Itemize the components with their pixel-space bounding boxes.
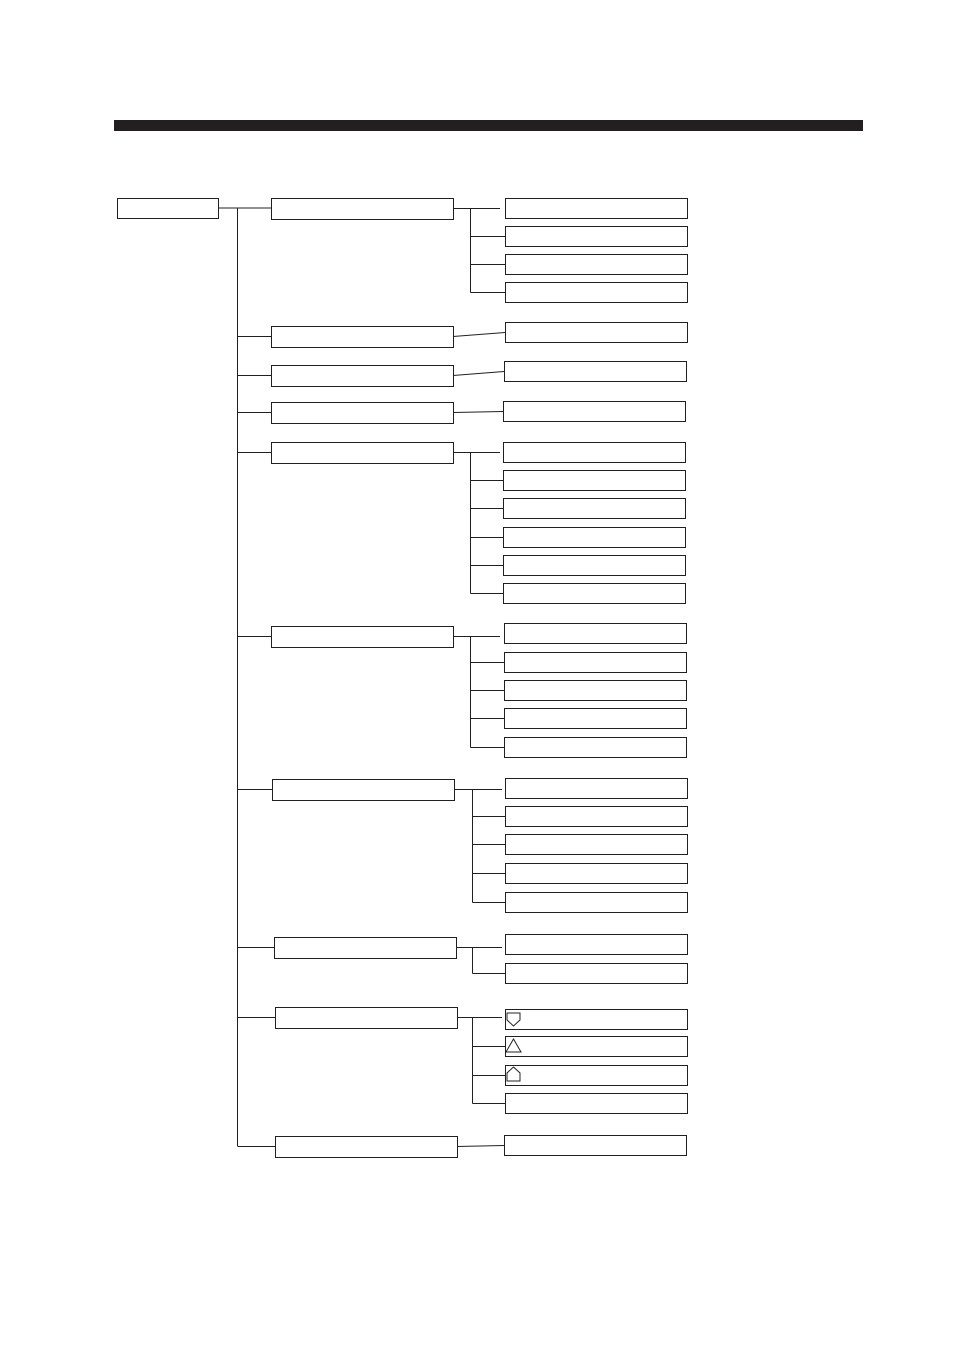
branch-node-7[interactable] (273, 780, 455, 801)
leaf-node-6-1[interactable] (505, 624, 687, 644)
leaf-node-6-4-box (505, 709, 687, 729)
leaf-node-6-2[interactable] (505, 653, 687, 673)
leaf-node-7-5-box (506, 893, 688, 913)
leaf-node-5-2-box (504, 471, 686, 491)
branch-node-10-box (276, 1137, 458, 1158)
branch-node-4-box (272, 403, 454, 424)
leaf-node-5-5[interactable] (504, 556, 686, 576)
root-node-box (118, 199, 219, 219)
leaf-node-8-1[interactable] (506, 935, 688, 955)
leaf-node-1-2[interactable] (506, 227, 688, 247)
branch-node-1[interactable] (272, 199, 454, 220)
branch-node-6[interactable] (272, 627, 454, 648)
leaf-node-1-1[interactable] (506, 199, 688, 219)
leaf-node-6-3-box (505, 681, 687, 701)
leaf-node-7-4[interactable] (506, 864, 688, 884)
leaf-node-6-5-box (505, 738, 687, 758)
leaf-node-7-3-box (506, 835, 688, 855)
leaf-node-5-4[interactable] (504, 528, 686, 548)
leaf-node-7-1-box (506, 779, 688, 799)
leaf-node-1-1-box (506, 199, 688, 219)
leaf-node-4-1[interactable] (504, 402, 686, 422)
leaf-node-1-4[interactable] (506, 283, 688, 303)
child-connector-10-1 (457, 1146, 504, 1147)
leaf-node-3-1[interactable] (505, 362, 687, 382)
child-connector-3-1 (453, 372, 504, 376)
leaf-node-6-3[interactable] (505, 681, 687, 701)
leaf-node-6-5[interactable] (505, 738, 687, 758)
leaf-node-7-1[interactable] (506, 779, 688, 799)
leaf-node-8-2[interactable] (506, 964, 688, 984)
leaf-node-9-4-box (506, 1094, 688, 1114)
leaf-node-10-1-box (505, 1136, 687, 1156)
leaf-node-5-3-box (504, 499, 686, 519)
branch-node-5-box (272, 443, 454, 464)
leaf-node-9-1-box (506, 1010, 688, 1030)
leaf-node-7-4-box (506, 864, 688, 884)
leaf-node-7-5[interactable] (506, 893, 688, 913)
branch-node-1-box (272, 199, 454, 220)
branch-node-2[interactable] (272, 327, 454, 348)
leaf-node-5-6-box (504, 584, 686, 604)
branch-node-5[interactable] (272, 443, 454, 464)
leaf-node-8-2-box (506, 964, 688, 984)
leaf-node-1-4-box (506, 283, 688, 303)
leaf-node-7-2[interactable] (506, 807, 688, 827)
leaf-node-9-3-box (506, 1066, 688, 1086)
leaf-node-2-1-box (506, 323, 688, 343)
leaf-node-5-3[interactable] (504, 499, 686, 519)
child-connector-2-1 (453, 333, 505, 337)
branch-node-7-box (273, 780, 455, 801)
leaf-node-9-2-box (506, 1037, 688, 1057)
branch-node-6-box (272, 627, 454, 648)
leaf-node-5-1[interactable] (504, 443, 686, 463)
leaf-node-9-1[interactable] (506, 1010, 688, 1030)
root-node[interactable] (118, 199, 219, 219)
branch-node-9[interactable] (276, 1008, 458, 1029)
branch-node-8[interactable] (275, 938, 457, 959)
leaf-node-6-2-box (505, 653, 687, 673)
leaf-node-9-3[interactable] (506, 1066, 688, 1086)
leaf-node-7-2-box (506, 807, 688, 827)
leaf-node-5-4-box (504, 528, 686, 548)
branch-node-2-box (272, 327, 454, 348)
leaf-node-1-3-box (506, 255, 688, 275)
leaf-node-6-4[interactable] (505, 709, 687, 729)
leaf-node-4-1-box (504, 402, 686, 422)
leaf-node-1-2-box (506, 227, 688, 247)
branch-node-3[interactable] (272, 366, 454, 387)
leaf-node-1-3[interactable] (506, 255, 688, 275)
leaf-node-9-4[interactable] (506, 1094, 688, 1114)
leaf-node-5-1-box (504, 443, 686, 463)
branch-node-8-box (275, 938, 457, 959)
branch-node-3-box (272, 366, 454, 387)
leaf-node-5-6[interactable] (504, 584, 686, 604)
branch-node-10[interactable] (276, 1137, 458, 1158)
child-connector-4-1 (453, 412, 503, 413)
branch-node-9-box (276, 1008, 458, 1029)
leaf-node-5-2[interactable] (504, 471, 686, 491)
leaf-node-8-1-box (506, 935, 688, 955)
leaf-node-3-1-box (505, 362, 687, 382)
leaf-node-7-3[interactable] (506, 835, 688, 855)
branch-node-4[interactable] (272, 403, 454, 424)
leaf-node-9-2[interactable] (506, 1037, 688, 1057)
leaf-node-10-1[interactable] (505, 1136, 687, 1156)
leaf-node-5-5-box (504, 556, 686, 576)
leaf-node-2-1[interactable] (506, 323, 688, 343)
leaf-node-6-1-box (505, 624, 687, 644)
